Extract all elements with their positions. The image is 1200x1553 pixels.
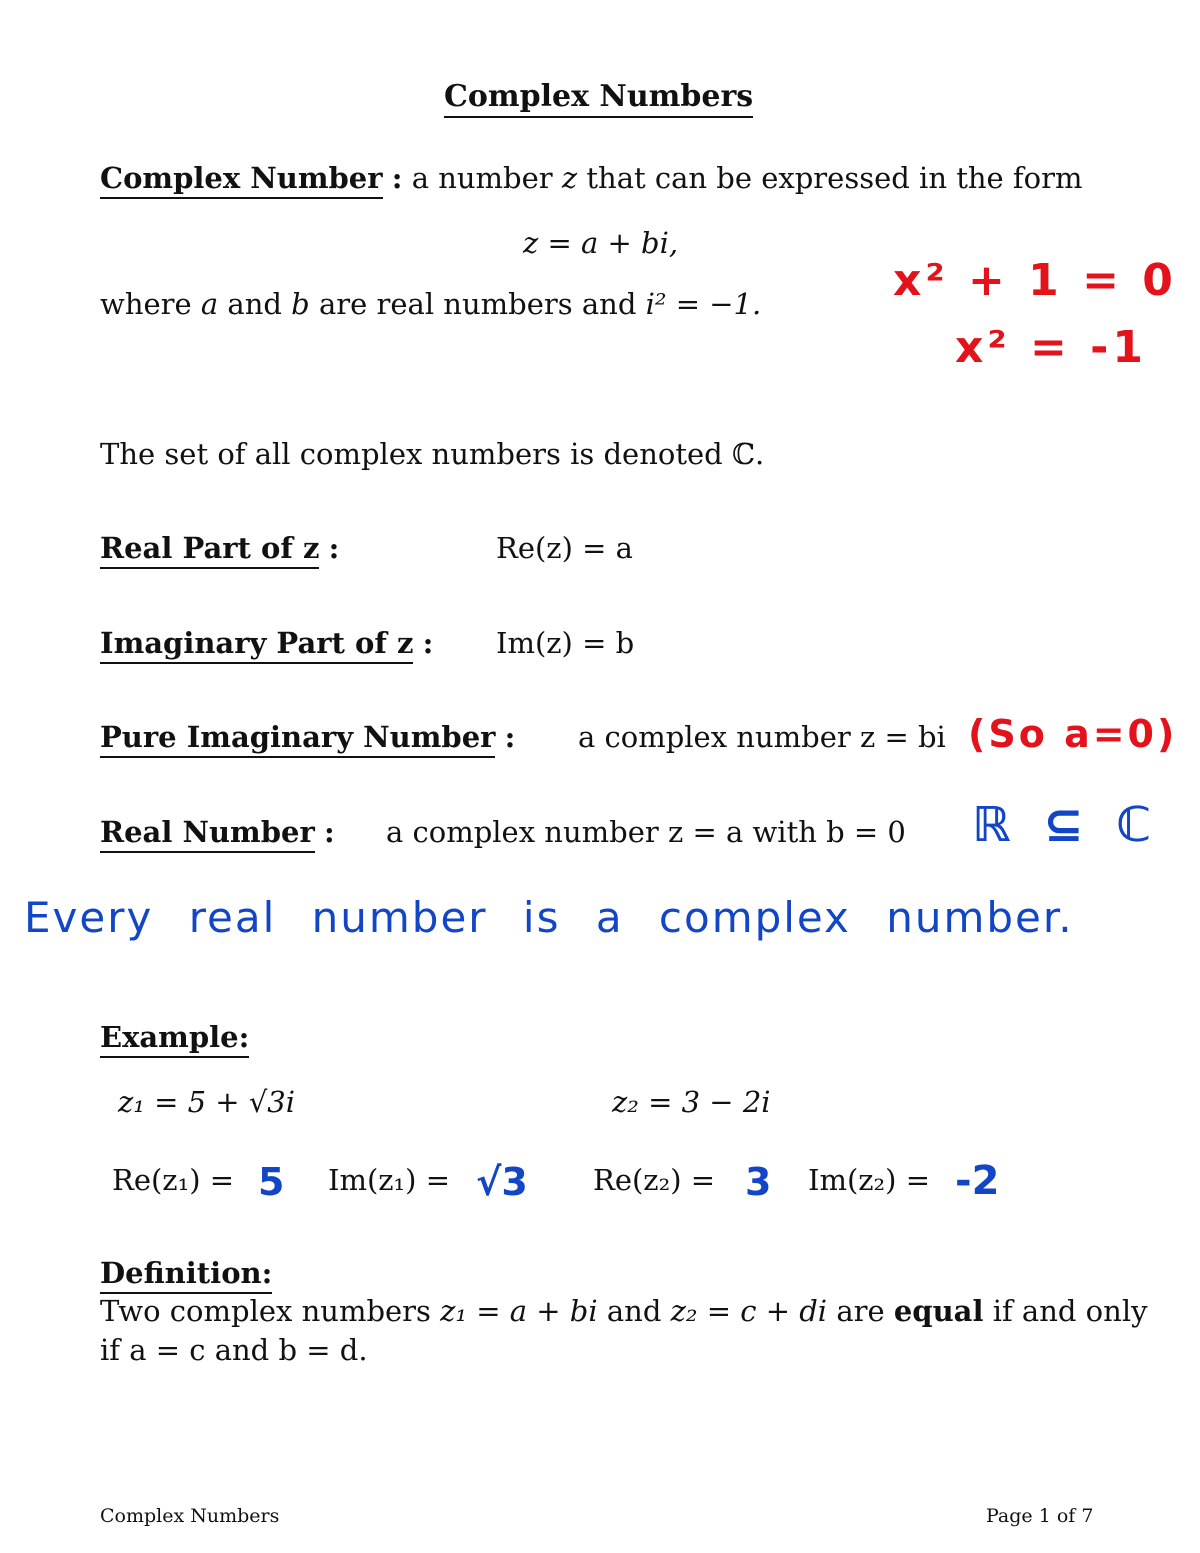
im-z2-answer: -2 — [955, 1158, 1000, 1204]
real-part-heading — [100, 531, 339, 565]
definition-iff: if and only — [992, 1294, 1148, 1328]
subset-note: ℝ ⊆ ℂ — [972, 797, 1160, 853]
im-z1-label: Im(z₁) = — [328, 1163, 451, 1197]
real-number-colon: : — [323, 815, 335, 849]
im-z1-answer: √3 — [476, 1160, 528, 1204]
definition-two-numbers: Two complex numbers — [100, 1294, 431, 1328]
where-var-b: b — [291, 287, 310, 321]
re-z1-label: Re(z₁) = — [112, 1163, 235, 1197]
where-real-text: are real numbers and — [318, 287, 637, 321]
imag-part-term: Imaginary Part of z — [100, 626, 413, 664]
complex-number-colon: : — [391, 161, 403, 195]
footer-left: Complex Numbers — [100, 1505, 280, 1527]
where-line — [100, 287, 761, 321]
definition-line-2: if a = c and b = d. — [100, 1333, 368, 1367]
definition-and: and — [606, 1294, 662, 1328]
i-squared-equation: i² = −1. — [645, 287, 762, 321]
pure-imag-heading — [100, 720, 515, 754]
handwritten-equation-1: x² + 1 = 0 — [893, 255, 1177, 306]
where-and: and — [227, 287, 282, 321]
where-var-a: a — [200, 287, 219, 321]
handwritten-equation-2: x² = -1 — [955, 322, 1148, 373]
handwritten-statement: Every real number is a complex number. — [24, 893, 1074, 942]
set-statement: The set of all complex numbers is denoted ℂ. — [100, 437, 765, 471]
definition-text-b: that can be expressed in the form — [586, 161, 1083, 195]
imag-part-heading — [100, 626, 433, 660]
pure-imag-note: (So a=0) — [968, 712, 1178, 756]
pure-imag-text: a complex number z = bi — [578, 720, 946, 754]
page-title: Complex Numbers — [444, 80, 753, 118]
example-heading-row — [100, 1020, 249, 1054]
re-z2-answer: 3 — [745, 1160, 772, 1204]
imag-part-colon: : — [422, 626, 434, 660]
re-z2-label: Re(z₂) = — [593, 1163, 716, 1197]
real-part-term: Real Part of z — [100, 531, 319, 569]
definition-z1: z₁ = a + bi — [440, 1294, 598, 1328]
imag-part-formula: Im(z) = b — [496, 626, 635, 660]
real-number-term: Real Number — [100, 815, 315, 853]
footer-page-number: Page 1 of 7 — [986, 1505, 1094, 1527]
definition-var-z: z — [561, 161, 578, 195]
im-z2-label: Im(z₂) = — [808, 1163, 931, 1197]
example-heading: Example: — [100, 1020, 249, 1058]
definition-z2: z₂ = c + di — [670, 1294, 828, 1328]
example-z2: z₂ = 3 − 2i — [612, 1085, 771, 1119]
complex-form-equation: z = a + bi, — [523, 226, 679, 260]
pure-imag-colon: : — [504, 720, 516, 754]
where-text: where — [100, 287, 192, 321]
definition-text-a: a number — [411, 161, 553, 195]
definition-are: are — [836, 1294, 885, 1328]
example-z1: z₁ = 5 + √3i — [118, 1085, 296, 1119]
re-z1-answer: 5 — [258, 1160, 285, 1204]
real-number-heading — [100, 815, 335, 849]
definition-heading-row — [100, 1256, 272, 1290]
pure-imag-term: Pure Imaginary Number — [100, 720, 495, 758]
complex-number-definition — [100, 161, 1082, 195]
definition-line-1 — [100, 1294, 1147, 1328]
definition-equal: equal — [893, 1294, 984, 1328]
complex-number-term: Complex Number — [100, 161, 383, 199]
real-number-text: a complex number z = a with b = 0 — [386, 815, 906, 849]
definition-heading: Definition: — [100, 1256, 272, 1294]
real-part-formula: Re(z) = a — [496, 531, 633, 565]
real-part-colon: : — [328, 531, 340, 565]
